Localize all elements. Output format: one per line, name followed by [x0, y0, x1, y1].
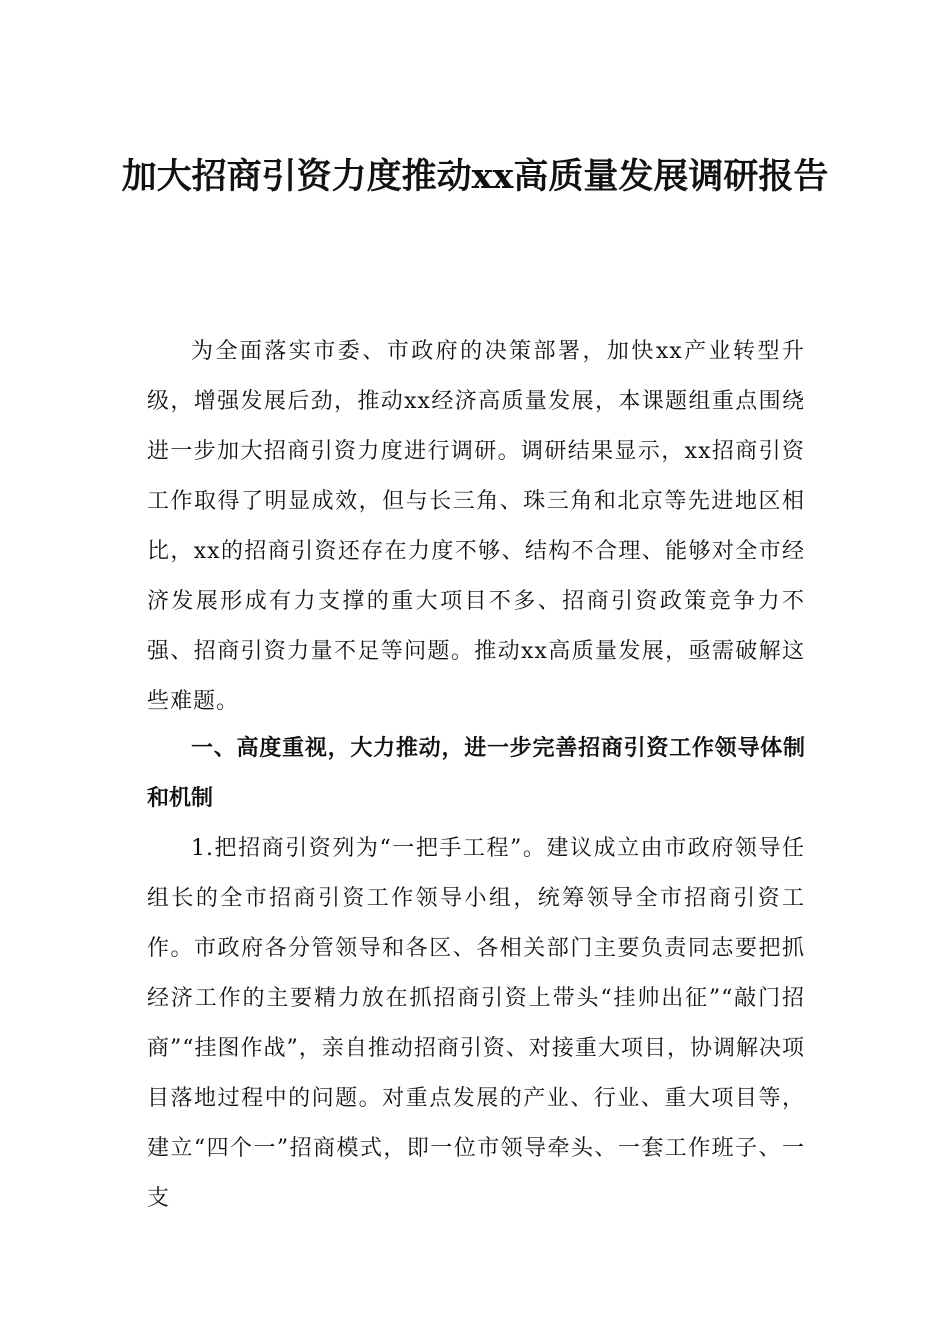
section-heading-1: 一、高度重视，大力推动，进一步完善招商引资工作领导体制和机制: [147, 736, 805, 811]
intro-paragraph: 为全面落实市委、市政府的决策部署，加快xx产业转型升级，增强发展后劲，推动xx经济高质量发展，本课题组重点围绕进一步加大招商引资力度进行调研。调研结果显示，xx招商引资工作取得了明显成效，但与长三角、珠三角和北京等先进地区相比，xx的招商引资还存在力度不够、结构不合理、能够对全市经济发展形成有力支撑的重大项目不多、招商引资政策竞争力不强、招商引资力量不足等问题。推动xx高质量发展，亟需破解这些难题。: [147, 339, 805, 714]
document-title: 加大招商引资力度推动xx高质量发展调研报告: [121, 156, 829, 197]
section-1-paragraph-1: 1.把招商引资列为“一把手工程”。建议成立由市政府领导任组长的全市招商引资工作领导小组，统筹领导全市招商引资工作。市政府各分管领导和各区、各相关部门主要负责同志要把抓经济工作的主要精力放在抓招商引资上带头“挂帅出征”“敲门招商”“挂图作战”，亲自推动招商引资、对接重大项目，协调解决项目落地过程中的问题。对重点发展的产业、行业、重大项目等，建立“四个一”招商模式，即一位市领导牵头、一套工作班子、一支: [147, 836, 805, 1211]
